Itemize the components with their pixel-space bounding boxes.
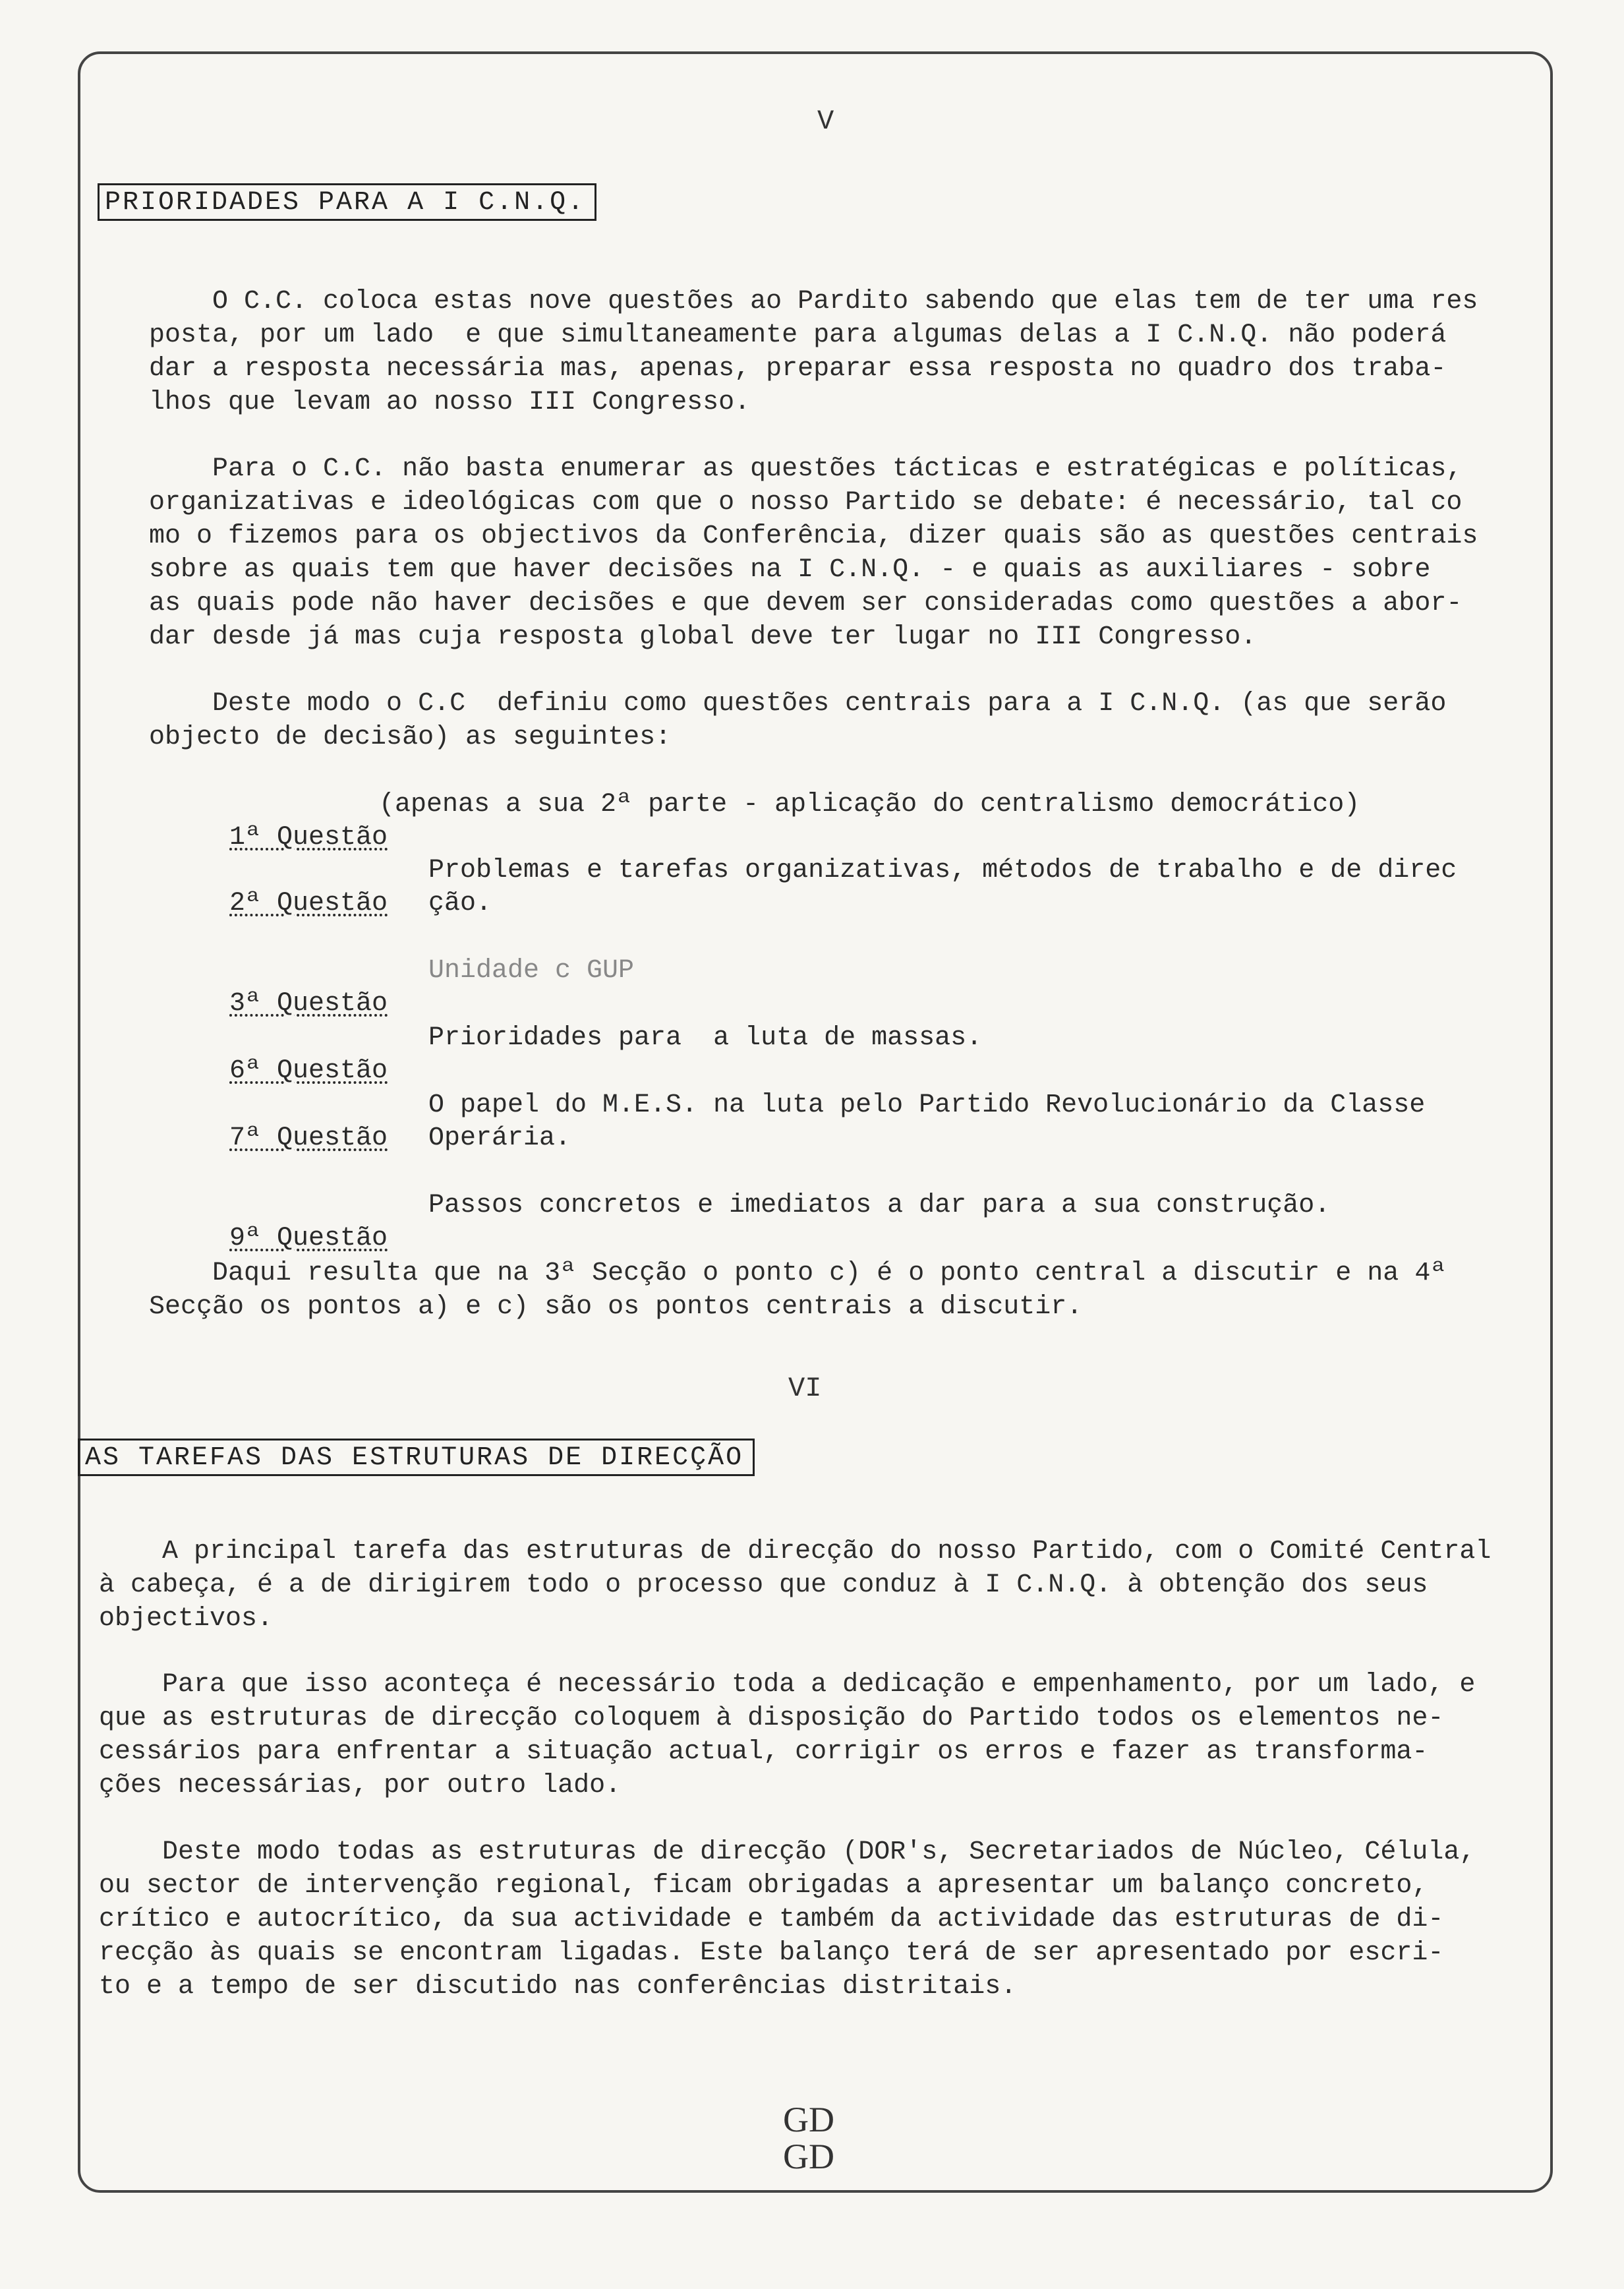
- paragraph: O C.C. coloca estas nove questões ao Pardito sabendo que elas tem de ter uma res posta, por um lado e que simultaneamente para algumas delas a I C.N.Q. não poderá dar a resposta necessária mas, apenas, preparar essa resposta no quadro dos traba- lhos que levam ao nosso III Congresso.: [149, 287, 1478, 417]
- question-text: Prioridades para a luta de massas.: [428, 1023, 983, 1053]
- paragraph: Daqui resulta que na 3ª Secção o ponto c) é o ponto central a discutir e na 4ª Secção os pontos a) e c) são os pontos centrais a discutir.: [149, 1259, 1447, 1322]
- question-text: Passos concretos e imediatos a dar para a sua construção.: [428, 1191, 1331, 1220]
- svg-text:GD: GD: [783, 2137, 834, 2172]
- paragraph: Deste modo todas as estruturas de direcção (DOR's, Secretariados de Núcleo, Célula, ou sector de intervenção regional, ficam obrigadas a apresentar um balanço concreto, crítico e autocrítico, da sua actividade e também da actividade das estruturas de di- recção às quais se encontram ligadas. Este balanço terá de ser apresentado por escri- to e a tempo de ser discutido nas conferências distritais.: [99, 1837, 1476, 2002]
- svg-text:GD: GD: [783, 2100, 834, 2139]
- paragraph: Deste modo o C.C definiu como questões centrais para a I C.N.Q. (as que serão objecto de decisão) as seguintes:: [149, 689, 1447, 752]
- section-heading: PRIORIDADES PARA A I C.N.Q.: [98, 183, 596, 221]
- question-text: Problemas e tarefas organizativas, métodos de trabalho e de direc ção.: [428, 856, 1457, 918]
- question-text: Unidade c GUP: [428, 956, 635, 986]
- paragraph: Para que isso aconteça é necessário toda a dedicação e empenhamento, por um lado, e que as estruturas de direcção coloquem à disposição do Partido todos os elementos ne- cessários para enfrentar a situação actual, corrigir os erros e fazer as transforma- ções necessárias, por outro lado.: [99, 1670, 1476, 1800]
- section-numeral: V: [817, 105, 834, 137]
- question-item: [198, 854, 1457, 953]
- question-item: [198, 1089, 1426, 1188]
- question-text: (apenas a sua 2ª parte - aplicação do centralismo democrático): [379, 790, 1360, 819]
- question-label: 6ª Questão: [229, 1056, 388, 1086]
- paragraph: A principal tarefa das estruturas de direcção do nosso Partido, com o Comité Central à cabeça, é a de dirigirem todo o processo que conduz à I C.N.Q. à obtenção dos seus objectivos.: [99, 1537, 1492, 1634]
- section-heading: AS TAREFAS DAS ESTRUTURAS DE DIRECÇÃO: [78, 1439, 755, 1476]
- question-text: O papel do M.E.S. na luta pelo Partido Revolucionário da Classe Operária.: [428, 1090, 1426, 1153]
- paragraph: Para o C.C. não basta enumerar as questões tácticas e estratégicas e políticas, organizativas e ideológicas com que o nosso Partido se debate: é necessário, tal co mo o fizemos para os objectivos da Conferência, dizer quais são as questões centrais sobre as quais tem que haver decisões na I C.N.Q. - e quais as auxiliares - sobre as quais pode não haver decisões e que devem ser consideradas como questões a abor- dar desde já mas cuja resposta global deve ter lugar no III Congresso.: [149, 454, 1478, 652]
- section-numeral: VI: [788, 1373, 822, 1404]
- question-label: 2ª Questão: [229, 889, 388, 918]
- stamp-logo: [778, 2100, 850, 2172]
- question-label: 1ª Questão: [229, 823, 388, 852]
- question-label: 3ª Questão: [229, 989, 388, 1019]
- question-label: 9ª Questão: [229, 1224, 388, 1253]
- question-label: 7ª Questão: [229, 1123, 388, 1153]
